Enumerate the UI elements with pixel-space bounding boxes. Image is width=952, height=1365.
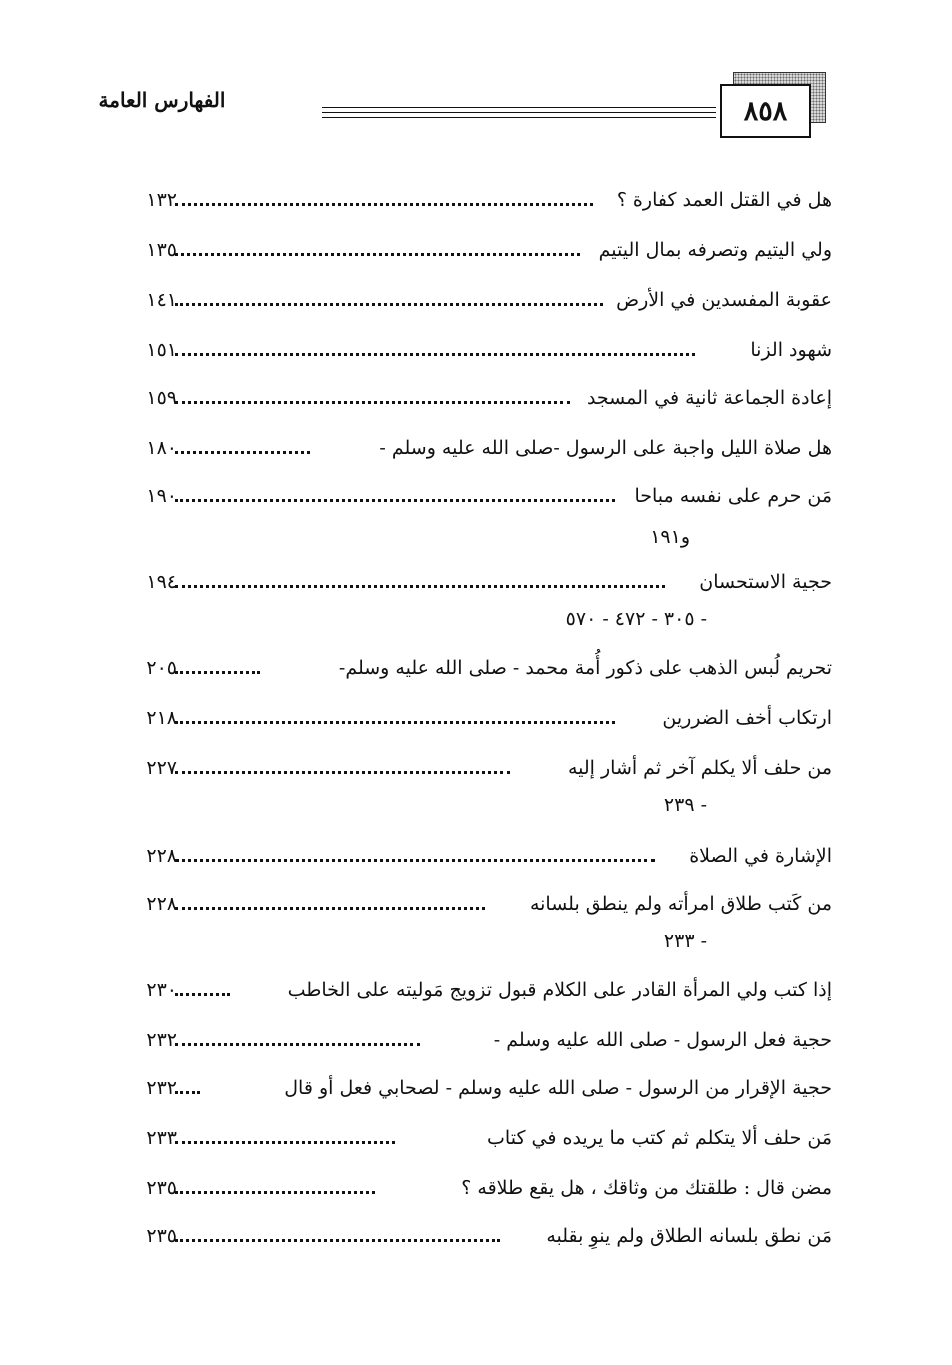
leader-dots <box>175 642 260 674</box>
entry-page: ٢٢٨ <box>146 845 177 867</box>
leader-dots <box>175 224 580 256</box>
index-entry <box>0 284 952 318</box>
entry-page: ١٤١ <box>146 289 177 311</box>
entry-title: إذا كتب ولي المرأة القادر على الكلام قبول تزويج مَوليته على الخاطب <box>287 979 832 1001</box>
leader-dots <box>175 742 510 774</box>
leader-dots <box>175 1112 395 1144</box>
entry-title: مَن نطق بلسانه الطلاق ولم ينوِ بقلبه <box>546 1225 832 1247</box>
leader-dots <box>175 324 695 356</box>
leader-dots <box>175 556 665 588</box>
entry-page: ٢٣٣ <box>146 1127 177 1149</box>
index-entry <box>0 888 952 922</box>
header-rule <box>322 117 716 118</box>
entry-title: هل صلاة الليل واجبة على الرسول -صلى الله عليه وسلم - <box>379 437 832 459</box>
index-entry <box>0 184 952 218</box>
entry-page: ٢١٨ <box>146 707 177 729</box>
entry-title: إعادة الجماعة ثانية في المسجد <box>586 387 832 409</box>
entry-page: ١٣٥ <box>146 239 177 261</box>
entry-title: مضن قال : طلقتك من وثاقك ، هل يقع طلاقه ؟ <box>461 1177 832 1199</box>
index-entry <box>0 432 952 466</box>
entry-page: ٢٠٥ <box>146 657 177 679</box>
index-entry <box>0 1122 952 1156</box>
entry-title: من كَتب طلاق امرأته ولم ينطق بلسانه <box>529 893 832 915</box>
entry-page: ١٩٤ <box>146 571 177 593</box>
entry-title: ارتكاب أخف الضررين <box>662 707 832 729</box>
entry-page: ٢٢٨ <box>146 893 177 915</box>
index-entry <box>0 652 952 686</box>
entry-page: ٢٣٢ <box>146 1029 177 1051</box>
index-entry <box>0 1024 952 1058</box>
entry-continuation: - ٢٣٣ <box>663 930 707 952</box>
index-entry <box>0 334 952 368</box>
entry-page: ١٣٢ <box>146 189 177 211</box>
entry-page: ١٥٩ <box>146 387 177 409</box>
entry-title: حجية فعل الرسول - صلى الله عليه وسلم - <box>493 1029 832 1051</box>
leader-dots <box>175 1014 420 1046</box>
entry-title: ولي اليتيم وتصرفه بمال اليتيم <box>598 239 832 261</box>
entry-page: ٢٢٧ <box>146 757 177 779</box>
running-header-title: الفهارس العامة <box>98 88 226 112</box>
index-entry <box>0 1072 952 1106</box>
entry-title: مَن حلف ألا يتكلم ثم كتب ما يريده في كتاب <box>487 1127 832 1149</box>
entry-title: حجية الاستحسان <box>699 571 832 593</box>
entry-title: من حلف ألا يكلم آخر ثم أشار إليه <box>567 757 832 779</box>
entry-title: حجية الإقرار من الرسول - صلى الله عليه وسلم - لصحابي فعل أو قال <box>284 1077 832 1099</box>
entry-page: ٢٣٥ <box>146 1225 177 1247</box>
leader-dots <box>175 274 603 306</box>
entry-page: ١٥١ <box>146 339 177 361</box>
entry-continuation: و١٩١ <box>650 526 690 548</box>
entry-title: مَن حرم على نفسه مباحا <box>634 485 832 507</box>
entry-continuation: - ٢٣٩ <box>663 794 707 816</box>
page-number: ٨٥٨ <box>720 84 811 138</box>
entry-title: هل في القتل العمد كفارة ؟ <box>616 189 832 211</box>
index-entry <box>0 974 952 1008</box>
leader-dots <box>175 692 615 724</box>
index-entry <box>0 702 952 736</box>
leader-dots <box>175 422 310 454</box>
index-entry <box>0 480 952 514</box>
index-entry <box>0 234 952 268</box>
entry-page: ١٩٠ <box>146 485 177 507</box>
entry-continuation: - ٣٠٥ - ٤٧٢ - ٥٧٠ <box>565 608 707 630</box>
leader-dots <box>175 372 570 404</box>
index-entry <box>0 1220 952 1254</box>
index-entry <box>0 840 952 874</box>
leader-dots <box>175 1162 375 1194</box>
leader-dots <box>175 1062 200 1094</box>
index-entry <box>0 752 952 786</box>
entry-title: تحريم لُبس الذهب على ذكور أُمة محمد - صلى الله عليه وسلم- <box>338 657 832 679</box>
entry-title: شهود الزنا <box>750 339 832 361</box>
leader-dots <box>175 470 615 502</box>
leader-dots <box>175 830 655 862</box>
leader-dots <box>175 1210 500 1242</box>
leader-dots <box>175 964 230 996</box>
leader-dots <box>175 174 593 206</box>
entry-title: عقوبة المفسدين في الأرض <box>616 289 832 311</box>
entry-page: ٢٣٥ <box>146 1177 177 1199</box>
entry-page: ١٨٠ <box>146 437 177 459</box>
header-rule <box>322 107 716 108</box>
entry-page: ٢٣٠ <box>146 979 177 1001</box>
index-entry <box>0 382 952 416</box>
leader-dots <box>175 878 485 910</box>
entry-page: ٢٣٢ <box>146 1077 177 1099</box>
header-rule <box>322 112 716 113</box>
entry-title: الإشارة في الصلاة <box>689 845 832 867</box>
index-entry <box>0 1172 952 1206</box>
index-entry <box>0 566 952 600</box>
